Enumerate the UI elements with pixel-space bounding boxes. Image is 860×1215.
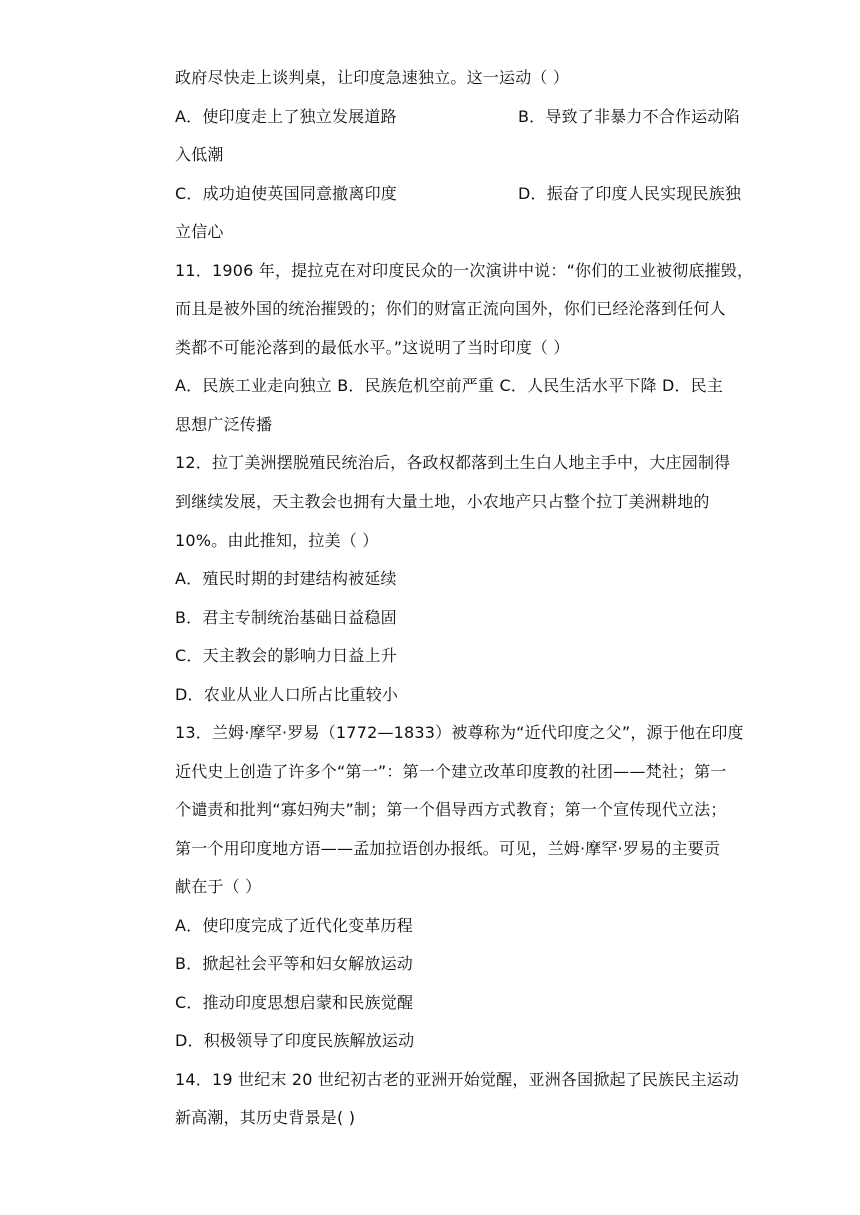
q10-stem-end: 政府尽快走上谈判桌，让印度急速独立。这一运动（ ）: [175, 68, 570, 87]
q12-stem-line-2: 到继续发展，天主教会也拥有大量土地，小农地产只占整个拉丁美洲耕地的: [175, 492, 710, 511]
q13-option-c: C．推动印度思想启蒙和民族觉醒: [175, 993, 414, 1012]
q13-stem-line-3: 个谴责和批判“寡妇殉夫”制；第一个倡导西方式教育；第一个宣传现代立法；: [175, 800, 727, 819]
q13-stem-line-2: 近代史上创造了许多个“第一”：第一个建立改革印度教的社团——梵社；第一: [175, 762, 727, 781]
q13-stem-line-1: 13．兰姆·摩罕·罗易（1772—1833）被尊称为“近代印度之父”，源于他在印度: [175, 723, 744, 742]
q10-option-d: D．振奋了印度人民实现民族独: [518, 184, 742, 203]
q14-stem-line-2: 新高潮，其历史背景是( ): [175, 1108, 356, 1127]
q10-option-a: A．使印度走上了独立发展道路: [175, 107, 397, 126]
q10-option-b: B．导致了非暴力不合作运动陷: [518, 107, 740, 126]
q12-option-d: D．农业从业人口所占比重较小: [175, 685, 399, 704]
q11-stem-line-3: 类都不可能沦落到的最低水平。”这说明了当时印度（ ）: [175, 338, 570, 357]
q14-stem-line-1: 14．19 世纪末 20 世纪初古老的亚洲开始觉醒，亚洲各国掀起了民族民主运动: [175, 1070, 740, 1089]
q12-stem-line-1: 12．拉丁美洲摆脱殖民统治后，各政权都落到土生白人地主手中，大庄园制得: [175, 453, 731, 472]
q12-stem-line-3: 10%。由此推知，拉美（ ）: [175, 531, 379, 550]
q13-option-b: B．掀起社会平等和妇女解放运动: [175, 954, 413, 973]
q12-option-a: A．殖民时期的封建结构被延续: [175, 569, 397, 588]
q12-option-c: C．天主教会的影响力日益上升: [175, 646, 397, 665]
q13-option-a: A．使印度完成了近代化变革历程: [175, 916, 413, 935]
q11-options-line-1: A．民族工业走向独立 B．民族危机空前严重 C．人民生活水平下降 D．民主: [175, 376, 724, 395]
q10-option-b-continued: 入低潮: [175, 145, 224, 164]
q13-stem-line-4: 第一个用印度地方语——孟加拉语创办报纸。可见，兰姆·摩罕·罗易的主要贡: [175, 839, 721, 858]
q11-options-line-2: 思想广泛传播: [175, 415, 273, 434]
q10-option-d-continued: 立信心: [175, 222, 224, 241]
q13-stem-line-5: 献在于（ ）: [175, 877, 262, 896]
q12-option-b: B．君主专制统治基础日益稳固: [175, 608, 397, 627]
q13-option-d: D．积极领导了印度民族解放运动: [175, 1031, 415, 1050]
q11-stem-line-1: 11．1906 年，提拉克在对印度民众的一次演讲中说：“你们的工业被彻底摧毁，: [175, 261, 754, 280]
q11-stem-line-2: 而且是被外国的统治摧毁的；你们的财富正流向国外，你们已经沦落到任何人: [175, 299, 726, 318]
q10-option-c: C．成功迫使英国同意撤离印度: [175, 184, 397, 203]
